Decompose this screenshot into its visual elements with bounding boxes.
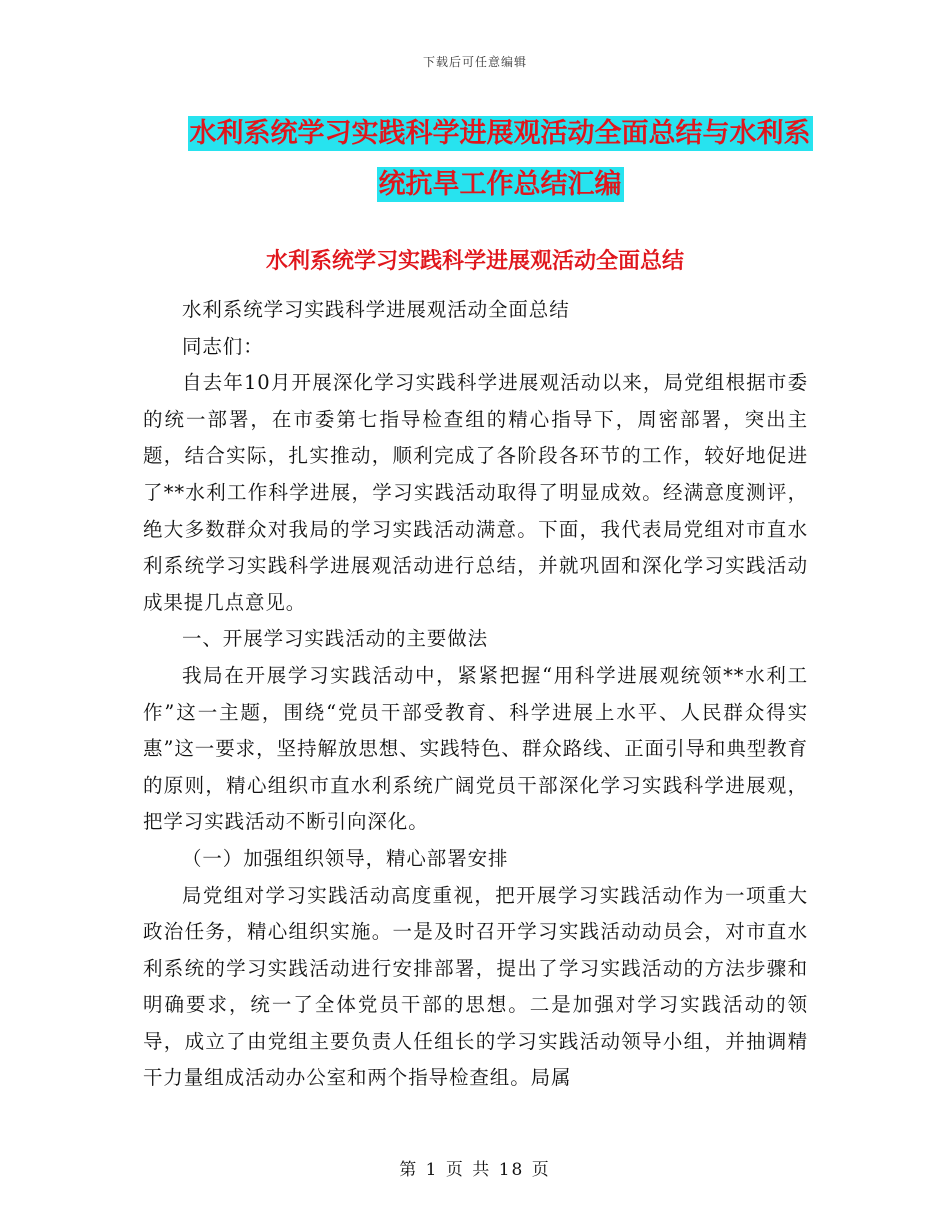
- title-line-2: 统抗旱工作总结汇编: [378, 169, 622, 200]
- paragraph: 局党组对学习实践活动高度重视，把开展学习实践活动作为一项重大政治任务，精心组织实施。一是及时召开学习实践活动动员会，对市直水利系统的学习实践活动进行安排部署，提出了学习实践活动的方法步骤和明确要求，统一了全体党员干部的思想。二是加强对学习实践活动的领导，成立了由党组主要负责人任组长的学习实践活动领导小组，并抽调精干力量组成活动办公室和两个指导检查组。局属: [143, 883, 808, 1090]
- subsection-heading: （一）加强组织领导，精心部署安排: [182, 846, 509, 870]
- paragraph: 同志们：: [182, 334, 264, 358]
- paragraph: 水利系统学习实践科学进展观活动全面总结: [182, 298, 570, 321]
- document-body: [143, 292, 808, 1097]
- paragraph: 自去年10月开展深化学习实践科学进展观活动以来，局党组根据市委的统一部署，在市委第七指导检查组的精心指导下，周密部署，突出主题，结合实际，扎实推动，顺利完成了各阶段各环节的工作，较好地促进了**水利工作科学进展，学习实践活动取得了明显成效。经满意度测评，绝大多数群众对我局的学习实践活动满意。下面，我代表局党组对市直水利系统学习实践科学进展观活动进行总结，并就巩固和深化学习实践活动成果提几点意见。: [143, 371, 808, 614]
- header-note: 下载后可任意编辑: [422, 55, 527, 69]
- section-title: 水利系统学习实践科学进展观活动全面总结: [265, 249, 684, 274]
- section-heading: 一、开展学习实践活动的主要做法: [182, 627, 489, 651]
- paragraph: 我局在开展学习实践活动中，紧紧把握“用科学进展观统领**水利工作”这一主题，围绕“党员干部受教育、科学进展上水平、人民群众得实惠”这一要求，坚持解放思想、实践特色、群众路线、正面引导和典型教育的原则，精心组织市直水利系统广阔党员干部深化学习实践科学进展观，把学习实践活动不断引向深化。: [143, 663, 808, 834]
- title-line-1: 水利系统学习实践科学进展观活动全面总结与水利系: [189, 118, 811, 149]
- page-number: 第 1 页 共 18 页: [399, 1160, 551, 1180]
- document-title: [120, 108, 880, 210]
